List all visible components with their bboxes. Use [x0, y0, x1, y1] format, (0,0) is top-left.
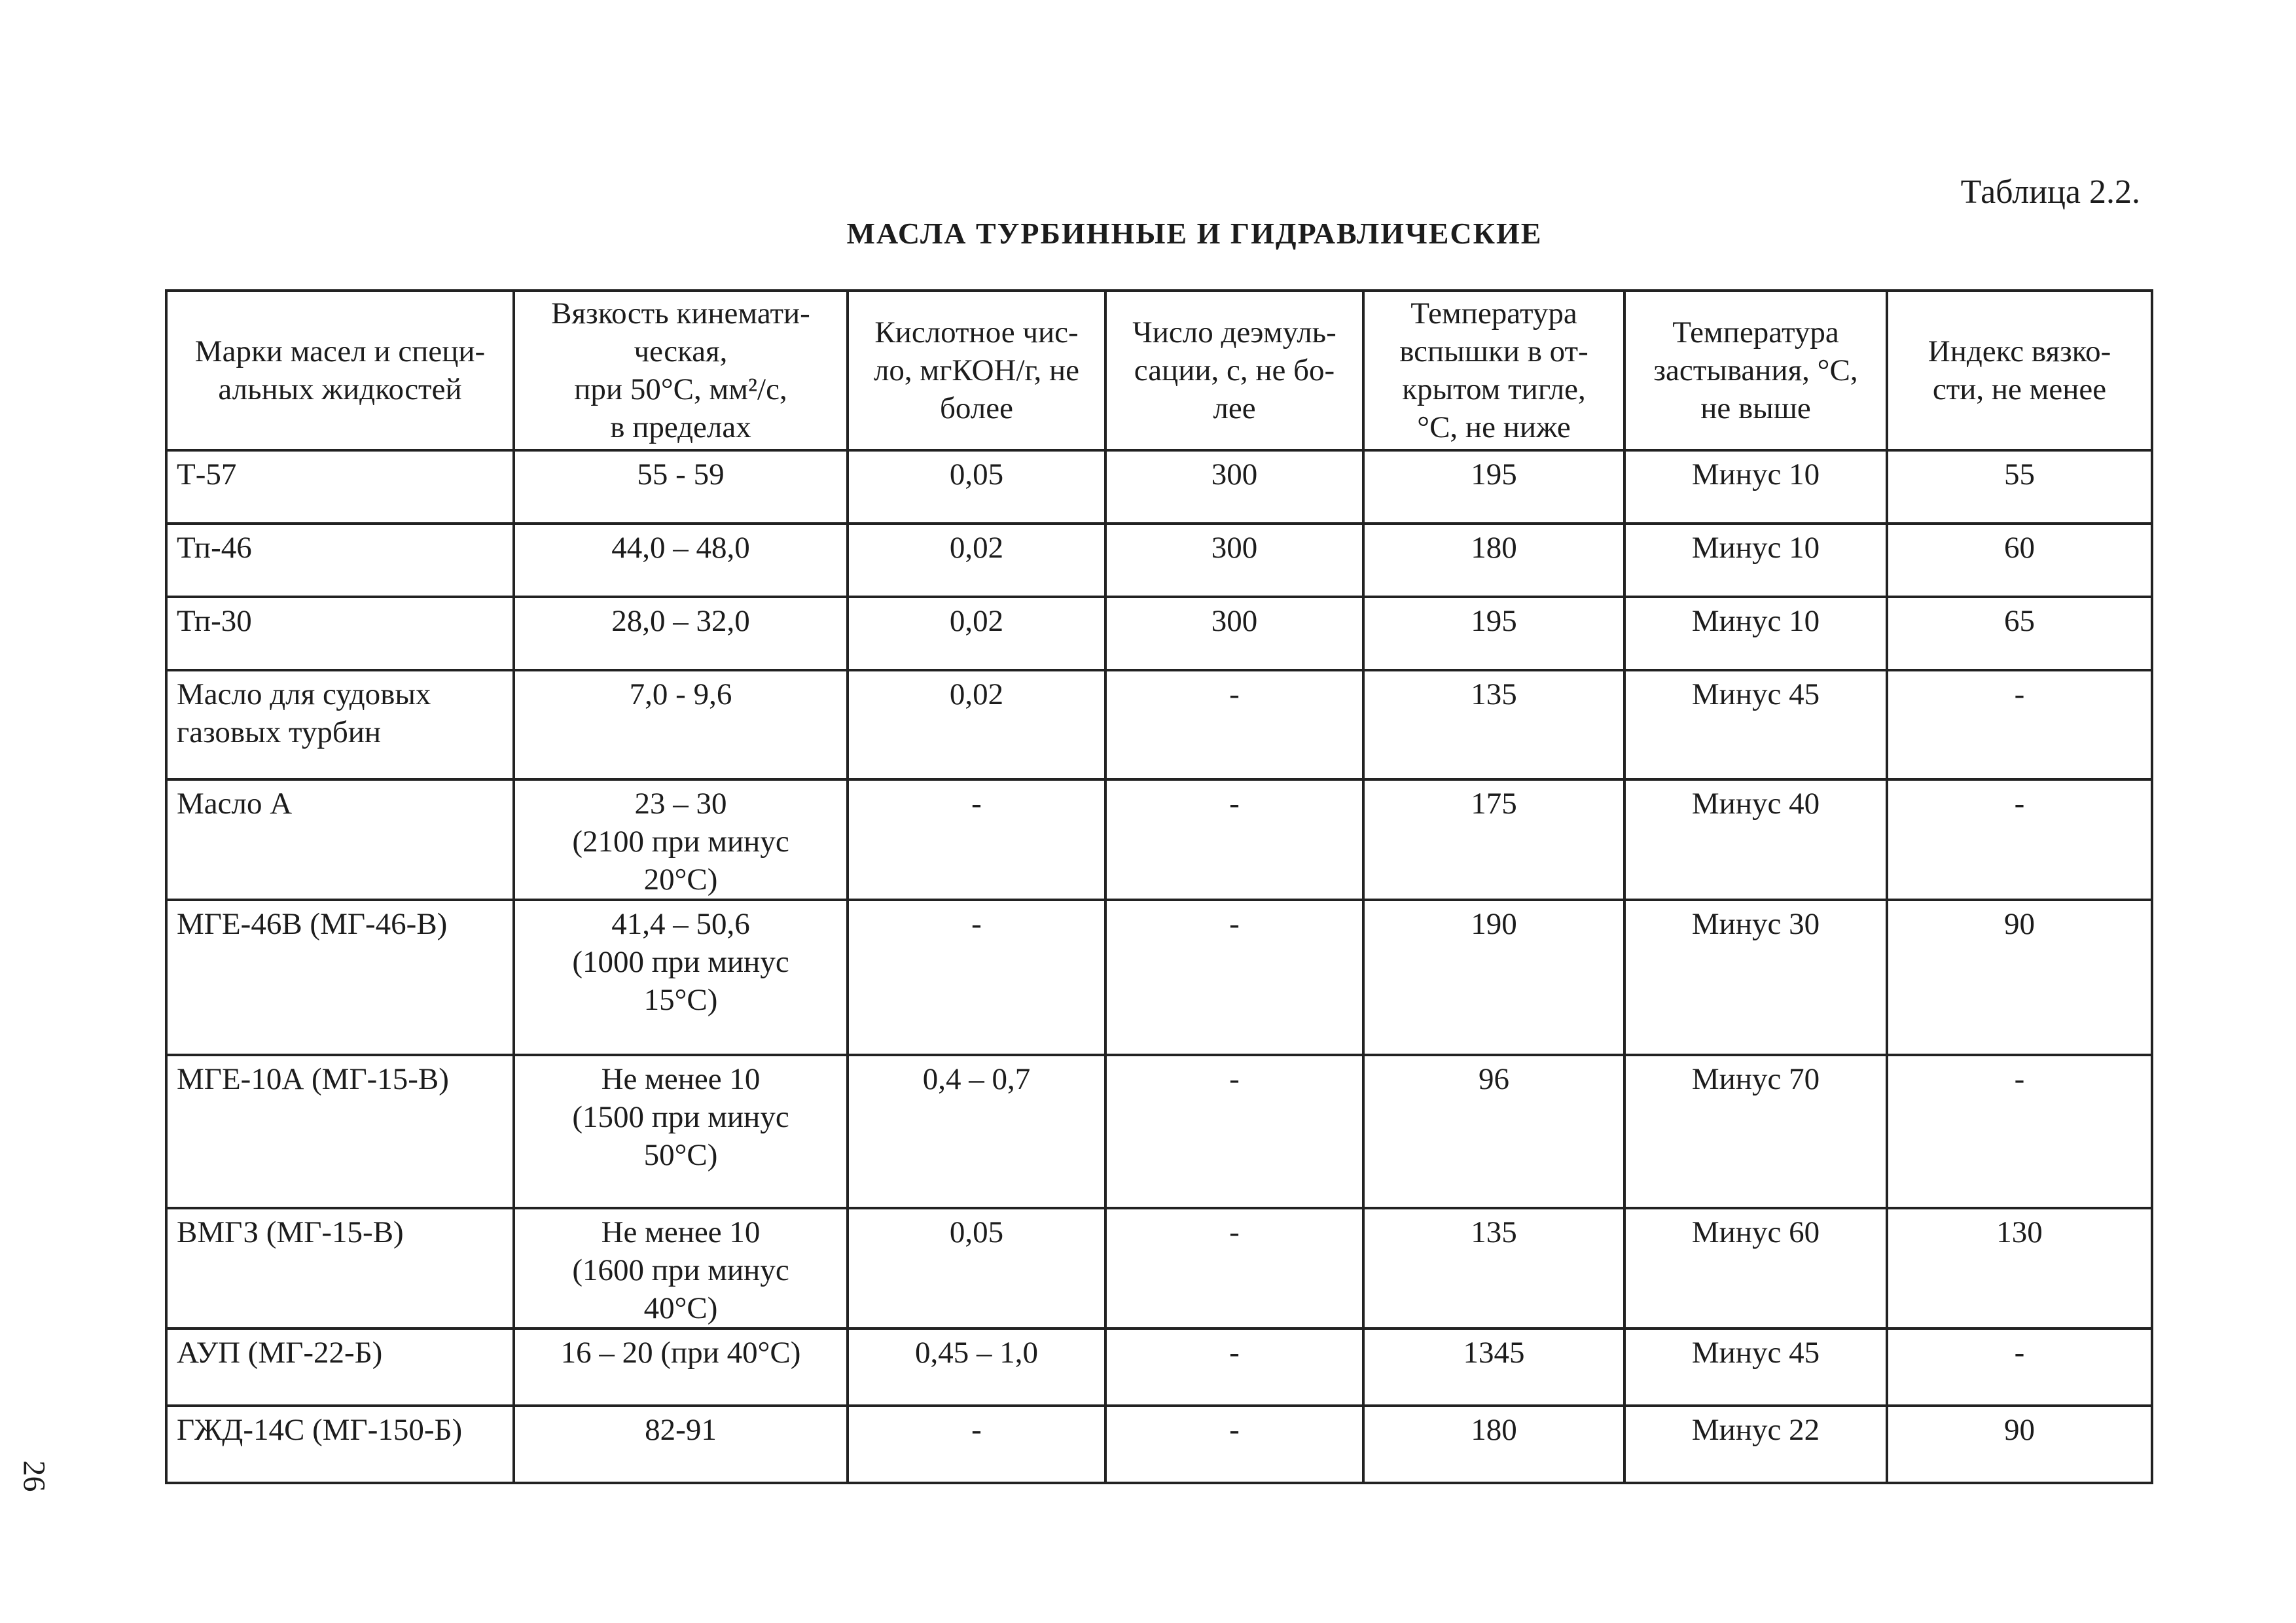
cell-flash-point: 195	[1363, 597, 1624, 670]
cell-oil-brand: Тп-46	[166, 524, 514, 597]
cell-viscosity: 82-91	[514, 1406, 848, 1483]
cell-pour-point: Минус 70	[1624, 1055, 1887, 1208]
cell-pour-point: Минус 30	[1624, 900, 1887, 1055]
cell-demulsification: -	[1105, 1329, 1363, 1406]
header-viscosity: Вязкость кинемати- ческая, при 50°С, мм²/с, в пределах	[514, 291, 848, 450]
cell-viscosity-index: 90	[1887, 1406, 2152, 1483]
header-demulsification: Число деэмуль- сации, с, не бо- лее	[1105, 291, 1363, 450]
cell-viscosity-index: 130	[1887, 1208, 2152, 1329]
cell-viscosity-index: -	[1887, 670, 2152, 779]
cell-viscosity: 16 – 20 (при 40°С)	[514, 1329, 848, 1406]
cell-viscosity: Не менее 10 (1500 при минус 50°С)	[514, 1055, 848, 1208]
cell-viscosity: 7,0 - 9,6	[514, 670, 848, 779]
cell-acid-number: -	[848, 779, 1105, 900]
cell-oil-brand: МГЕ-10А (МГ-15-В)	[166, 1055, 514, 1208]
cell-acid-number: 0,02	[848, 670, 1105, 779]
cell-flash-point: 96	[1363, 1055, 1624, 1208]
cell-oil-brand: ВМГЗ (МГ-15-В)	[166, 1208, 514, 1329]
cell-oil-brand: ГЖД-14С (МГ-150-Б)	[166, 1406, 514, 1483]
table-row	[166, 450, 2152, 524]
table-header-row	[166, 291, 2152, 450]
header-oil-brand: Марки масел и специ- альных жидкостей	[166, 291, 514, 450]
table-row	[166, 670, 2152, 779]
cell-pour-point: Минус 10	[1624, 597, 1887, 670]
cell-flash-point: 195	[1363, 450, 1624, 524]
cell-viscosity-index: -	[1887, 1055, 2152, 1208]
cell-flash-point: 190	[1363, 900, 1624, 1055]
table-row	[166, 1208, 2152, 1329]
cell-flash-point: 135	[1363, 1208, 1624, 1329]
cell-viscosity-index: -	[1887, 779, 2152, 900]
cell-demulsification: -	[1105, 670, 1363, 779]
cell-flash-point: 135	[1363, 670, 1624, 779]
cell-viscosity-index: 65	[1887, 597, 2152, 670]
cell-viscosity: 41,4 – 50,6 (1000 при минус 15°С)	[514, 900, 848, 1055]
oil-specifications-table	[165, 289, 2153, 1484]
cell-viscosity: 55 - 59	[514, 450, 848, 524]
cell-flash-point: 175	[1363, 779, 1624, 900]
cell-oil-brand: АУП (МГ-22-Б)	[166, 1329, 514, 1406]
cell-oil-brand: Т-57	[166, 450, 514, 524]
cell-demulsification: -	[1105, 779, 1363, 900]
cell-acid-number: 0,05	[848, 450, 1105, 524]
cell-acid-number: -	[848, 900, 1105, 1055]
cell-demulsification: 300	[1105, 524, 1363, 597]
cell-viscosity-index: -	[1887, 1329, 2152, 1406]
table-title: МАСЛА ТУРБИННЫЕ И ГИДРАВЛИЧЕСКИЕ	[846, 217, 1543, 250]
cell-oil-brand: Масло А	[166, 779, 514, 900]
cell-pour-point: Минус 45	[1624, 670, 1887, 779]
cell-viscosity-index: 60	[1887, 524, 2152, 597]
cell-pour-point: Минус 22	[1624, 1406, 1887, 1483]
header-pour-point: Температура застывания, °С, не выше	[1624, 291, 1887, 450]
table-row	[166, 900, 2152, 1055]
cell-demulsification: -	[1105, 900, 1363, 1055]
table-number-label: Таблица 2.2.	[1960, 173, 2140, 211]
cell-viscosity: Не менее 10 (1600 при минус 40°С)	[514, 1208, 848, 1329]
cell-viscosity-index: 55	[1887, 450, 2152, 524]
table-row	[166, 1055, 2152, 1208]
table-row	[166, 1329, 2152, 1406]
cell-flash-point: 180	[1363, 1406, 1624, 1483]
cell-demulsification: -	[1105, 1055, 1363, 1208]
header-viscosity-index: Индекс вязко- сти, не менее	[1887, 291, 2152, 450]
cell-acid-number: 0,02	[848, 597, 1105, 670]
cell-viscosity: 23 – 30 (2100 при минус 20°С)	[514, 779, 848, 900]
cell-pour-point: Минус 10	[1624, 450, 1887, 524]
cell-viscosity-index: 90	[1887, 900, 2152, 1055]
cell-oil-brand: МГЕ-46В (МГ-46-В)	[166, 900, 514, 1055]
cell-pour-point: Минус 45	[1624, 1329, 1887, 1406]
cell-demulsification: 300	[1105, 597, 1363, 670]
cell-acid-number: 0,4 – 0,7	[848, 1055, 1105, 1208]
table-row	[166, 524, 2152, 597]
cell-acid-number: 0,45 – 1,0	[848, 1329, 1105, 1406]
cell-pour-point: Минус 10	[1624, 524, 1887, 597]
cell-oil-brand: Масло для судовых газовых турбин	[166, 670, 514, 779]
cell-demulsification: -	[1105, 1208, 1363, 1329]
cell-acid-number: 0,02	[848, 524, 1105, 597]
table-row	[166, 779, 2152, 900]
cell-flash-point: 180	[1363, 524, 1624, 597]
page-number: 26	[16, 1460, 52, 1492]
cell-viscosity: 44,0 – 48,0	[514, 524, 848, 597]
cell-flash-point: 1345	[1363, 1329, 1624, 1406]
cell-demulsification: -	[1105, 1406, 1363, 1483]
table-row	[166, 1406, 2152, 1483]
cell-pour-point: Минус 40	[1624, 779, 1887, 900]
header-flash-point: Температура вспышки в от- крытом тигле, °С, не ниже	[1363, 291, 1624, 450]
table-row	[166, 597, 2152, 670]
cell-acid-number: 0,05	[848, 1208, 1105, 1329]
cell-pour-point: Минус 60	[1624, 1208, 1887, 1329]
cell-viscosity: 28,0 – 32,0	[514, 597, 848, 670]
cell-demulsification: 300	[1105, 450, 1363, 524]
header-acid-number: Кислотное чис- ло, мгКОН/г, не более	[848, 291, 1105, 450]
cell-oil-brand: Тп-30	[166, 597, 514, 670]
cell-acid-number: -	[848, 1406, 1105, 1483]
